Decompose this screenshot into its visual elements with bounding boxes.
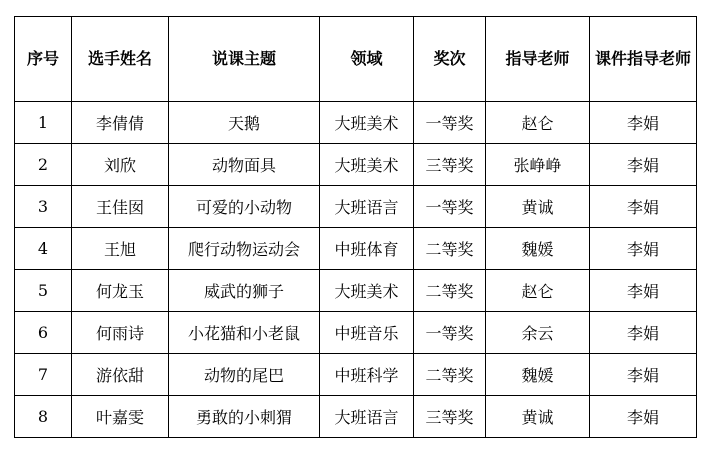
cell-name: 游依甜 (72, 354, 169, 396)
cell-no: 5 (15, 270, 72, 312)
cell-courseware-advisor: 李娟 (590, 228, 697, 270)
cell-field: 中班音乐 (320, 312, 414, 354)
cell-courseware-advisor: 李娟 (590, 312, 697, 354)
cell-no: 1 (15, 102, 72, 144)
cell-advisor: 张峥峥 (486, 144, 590, 186)
cell-field: 中班科学 (320, 354, 414, 396)
cell-topic: 天鹅 (169, 102, 320, 144)
cell-field: 中班体育 (320, 228, 414, 270)
cell-courseware-advisor: 李娟 (590, 144, 697, 186)
cell-name: 何龙玉 (72, 270, 169, 312)
cell-topic: 动物面具 (169, 144, 320, 186)
table-row (15, 354, 697, 396)
header-name: 选手姓名 (72, 17, 169, 102)
table-row (15, 228, 697, 270)
cell-courseware-advisor: 李娟 (590, 186, 697, 228)
cell-award: 三等奖 (414, 396, 486, 438)
table-row (15, 144, 697, 186)
cell-award: 二等奖 (414, 228, 486, 270)
cell-courseware-advisor: 李娟 (590, 354, 697, 396)
header-no: 序号 (15, 17, 72, 102)
award-table (14, 16, 697, 438)
cell-name: 李倩倩 (72, 102, 169, 144)
cell-name: 王佳囡 (72, 186, 169, 228)
cell-topic: 动物的尾巴 (169, 354, 320, 396)
header-field: 领域 (320, 17, 414, 102)
table-row (15, 186, 697, 228)
cell-topic: 可爱的小动物 (169, 186, 320, 228)
cell-award: 三等奖 (414, 144, 486, 186)
cell-name: 王旭 (72, 228, 169, 270)
cell-topic: 威武的狮子 (169, 270, 320, 312)
table-row (15, 102, 697, 144)
cell-award: 一等奖 (414, 186, 486, 228)
cell-award: 二等奖 (414, 270, 486, 312)
header-award: 奖次 (414, 17, 486, 102)
cell-field: 大班美术 (320, 102, 414, 144)
cell-courseware-advisor: 李娟 (590, 270, 697, 312)
cell-advisor: 黄诚 (486, 186, 590, 228)
cell-field: 大班语言 (320, 186, 414, 228)
cell-award: 二等奖 (414, 354, 486, 396)
header-courseware-advisor: 课件指导老师 (590, 17, 697, 102)
cell-advisor: 余云 (486, 312, 590, 354)
cell-advisor: 魏媛 (486, 354, 590, 396)
cell-no: 8 (15, 396, 72, 438)
cell-name: 刘欣 (72, 144, 169, 186)
cell-name: 何雨诗 (72, 312, 169, 354)
cell-topic: 勇敢的小刺猬 (169, 396, 320, 438)
cell-courseware-advisor: 李娟 (590, 396, 697, 438)
header-advisor: 指导老师 (486, 17, 590, 102)
cell-field: 大班美术 (320, 270, 414, 312)
table-row (15, 270, 697, 312)
cell-advisor: 魏媛 (486, 228, 590, 270)
cell-no: 2 (15, 144, 72, 186)
cell-topic: 爬行动物运动会 (169, 228, 320, 270)
cell-name: 叶嘉雯 (72, 396, 169, 438)
cell-no: 6 (15, 312, 72, 354)
table-header-row (15, 17, 697, 102)
cell-advisor: 赵仑 (486, 270, 590, 312)
cell-award: 一等奖 (414, 312, 486, 354)
cell-no: 3 (15, 186, 72, 228)
cell-no: 4 (15, 228, 72, 270)
cell-field: 大班语言 (320, 396, 414, 438)
table-row (15, 396, 697, 438)
header-topic: 说课主题 (169, 17, 320, 102)
cell-no: 7 (15, 354, 72, 396)
cell-advisor: 赵仑 (486, 102, 590, 144)
cell-award: 一等奖 (414, 102, 486, 144)
cell-advisor: 黄诚 (486, 396, 590, 438)
cell-courseware-advisor: 李娟 (590, 102, 697, 144)
table-row (15, 312, 697, 354)
cell-field: 大班美术 (320, 144, 414, 186)
cell-topic: 小花猫和小老鼠 (169, 312, 320, 354)
